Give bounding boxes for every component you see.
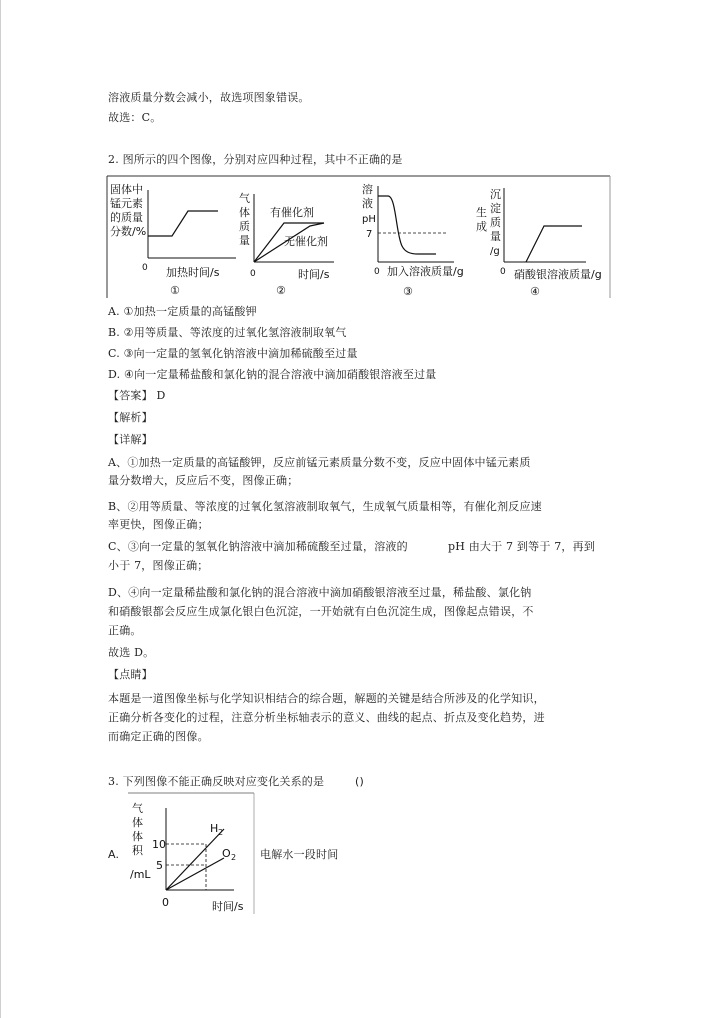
q2-explain-c-line-1a: C、③向一定量的氢氧化钠溶液中滴加稀硫酸至过量，溶液的 [108,540,408,553]
prev-text-line-1: 溶液质量分数会减小，故选项图象错误。 [108,91,310,104]
fig2-number: ② [276,284,286,297]
fig3-ylabel-2: 液 [362,197,373,210]
fig2-xlabel: 时间/s [298,268,330,281]
q3-h2-line [166,829,224,890]
fig4-ylabel-7: 成 [476,220,487,233]
fig3-tick-7: 7 [366,229,373,240]
fig1-curve [148,211,218,236]
fig3-ylabel-1: 溶 [362,183,373,196]
fig1-xlabel: 加热时间/s [166,266,220,279]
fig2-origin: 0 [250,269,256,279]
question-3-stem: 3. 下列图像不能正确反映对应变化关系的是 [108,775,325,788]
figure-3 [362,182,464,298]
fig1-ylabel-2: 锰元素 [110,197,143,210]
q3-tick-10: 10 [152,838,166,851]
fig4-number: ④ [530,285,540,298]
q2-explain-d-line-2: 和硝酸银都会反应生成氯化银白色沉淀，一开始就有白色沉淀生成，图像起点错误，不 [108,605,534,618]
fig1-ylabel-3: 的质量 [110,211,143,224]
prev-text-line-2: 故选：C。 [108,111,162,124]
q2-explain-a-line-2: 量分数增大，反应后不变，图像正确； [108,474,299,487]
q3-ylabel-1: 气 [132,802,143,815]
fig2-label-without-catalyst: 无催化剂 [284,235,328,248]
fig4-ylabel-5: /g [490,246,500,257]
q3-ylabel-5: /mL [130,868,151,881]
fig4-ylabel-3: 质 [490,216,501,229]
q2-explain-d-line-3: 正确。 [108,624,142,637]
q3-o2-subscript: 2 [231,853,237,862]
q2-option-c: C. ③向一定量的氢氧化钠溶液中滴加稀硫酸至过量 [108,347,358,360]
q2-explain-a-line-1: A、①加热一定质量的高锰酸钾，反应前锰元素质量分数不变，反应中固体中锰元素质 [108,456,531,469]
fig4-origin: 0 [500,267,506,277]
page-left-edge [0,0,1,1018]
q2-tip-line-3: 而确定正确的图像。 [108,730,209,743]
q2-tip-line-2: 正确分析各变化的过程，注意分析坐标轴表示的意义、曲线的起点、折点及变化趋势，进 [108,711,545,724]
fig4-curve [526,226,582,262]
q3-origin: 0 [162,896,169,909]
fig4-ylabel-6: 生 [476,206,487,219]
q2-choose: 故选 D。 [108,646,155,659]
fig2-ylabel-1: 气 [239,192,250,205]
fig4-ylabel-1: 沉 [490,188,501,201]
fig4-ylabel-2: 淀 [490,202,501,215]
fig3-curve [378,196,436,254]
fig3-xlabel: 加入溶液质量/g [387,265,464,278]
q3-h2-subscript: 2 [218,828,224,837]
q3-figure-a [124,792,258,916]
figure-4 [476,188,602,298]
q2-option-b: B. ②用等质量、等浓度的过氧化氢溶液制取氧气 [108,326,347,339]
q3-option-a-label: A. [108,848,120,861]
q3-h2-label: H [210,822,219,835]
fig1-origin: 0 [142,263,148,273]
q3-tick-5: 5 [156,859,163,872]
q2-option-d: D. ④向一定量稀盐酸和氯化钠的混合溶液中滴加硝酸银溶液至过量 [108,368,437,381]
q2-option-a: A. ①加热一定质量的高锰酸钾 [108,305,257,318]
q3-ylabel-4: 积 [132,844,143,857]
question-3-paren: () [355,775,364,788]
q2-explain-b-line-2: 率更快，图像正确； [108,518,209,531]
fig4-xlabel: 硝酸银溶液质量/g [514,268,602,281]
q2-detail-heading: 【详解】 [108,433,153,446]
q2-tip-heading: 【点睛】 [108,668,153,681]
q2-figure-strip [106,174,611,300]
q2-explain-d-line-1: D、④向一定量稀盐酸和氯化钠的混合溶液中滴加硝酸银溶液至过量，稀盐酸、氯化钠 [108,586,532,599]
q3-ylabel-2: 体 [132,816,143,829]
fig2-ylabel-2: 体 [239,206,250,219]
q2-explain-c-line-1b: pH 由大于 7 到等于 7，再到 [448,540,596,553]
q3-option-a-text: 电解水一段时间 [260,848,339,861]
q2-analysis-heading: 【解析】 [108,411,153,424]
fig4-ylabel-4: 量 [490,230,501,243]
fig2-ylabel-3: 质 [239,220,250,233]
fig3-ylabel-3: pH [362,214,376,225]
fig1-number: ① [170,284,180,297]
q3-ylabel-3: 体 [132,830,143,843]
q2-explain-b-line-1: B、②用等质量、等浓度的过氧化氢溶液制取氧气，生成氧气质量相等，有催化剂反应速 [108,500,542,513]
fig2-label-with-catalyst: 有催化剂 [270,206,314,219]
q2-explain-c-line-2: 小于 7，图像正确； [108,559,209,572]
q2-answer: 【答案】 D [108,389,166,402]
question-2-stem: 2. 图所示的四个图像，分别对应四种过程，其中不正确的是 [108,153,403,166]
figure-2 [239,191,334,297]
q3-o2-line [166,858,224,890]
q2-tip-line-1: 本题是一道图像坐标与化学知识相结合的综合题，解题的关键是结合所涉及的化学知识， [108,692,545,705]
fig3-origin: 0 [374,267,380,277]
fig2-ylabel-4: 量 [239,234,250,247]
fig1-ylabel-4: 分数/% [110,225,147,238]
q3-o2-label: O [222,847,231,860]
fig3-number: ③ [403,285,413,298]
fig1-ylabel-1: 固体中 [110,183,143,196]
q3-xlabel: 时间/s [212,900,244,913]
figure-1 [110,182,236,297]
